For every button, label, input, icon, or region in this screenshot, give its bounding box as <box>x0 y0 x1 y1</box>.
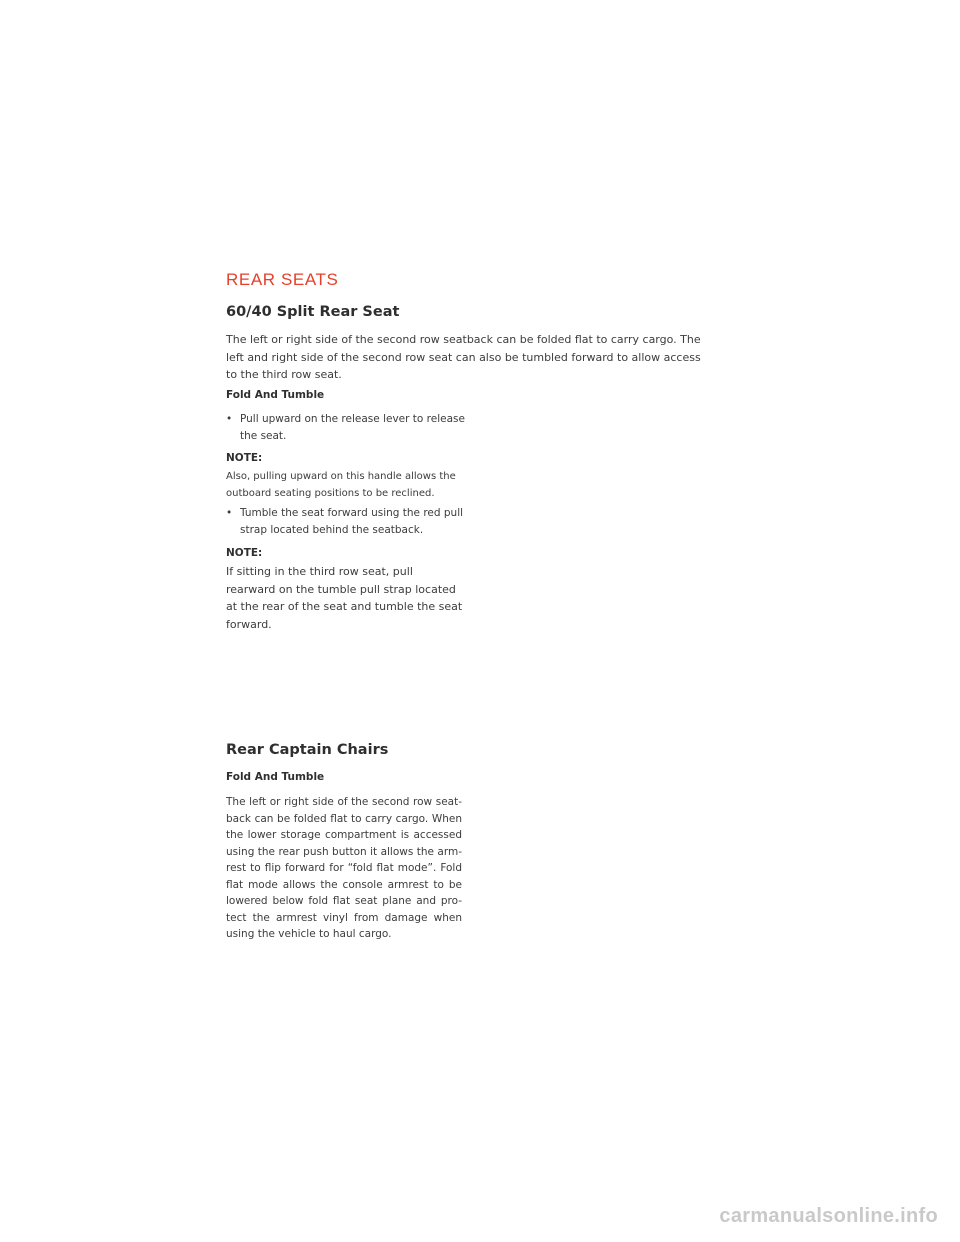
bullet-dot: • <box>226 507 233 519</box>
bullet-text: Tumble the seat forward using the red pull strap located behind the seatback. <box>240 507 464 536</box>
bullet-tumble-seat <box>226 505 476 539</box>
split-seat-heading: 60/40 Split Rear Seat <box>226 304 400 320</box>
captain-chairs-text: The left or right side of the second row seat-back can be folded flat to carry cargo. When the lower storage compartment is accessed using the rear push button it allows the arm-rest to flip forward for “fold flat mode”. Fold flat mode allows the console armrest to be lowered below fold flat seat plane and pro-tect the armrest vinyl from damage when using the vehicle to haul cargo. <box>226 796 462 940</box>
split-fold-label: Fold And Tumble <box>226 389 325 401</box>
note1-label: NOTE: <box>226 452 263 464</box>
captain-chairs-heading: Rear Captain Chairs <box>226 742 389 758</box>
captain-fold-label: Fold And Tumble <box>226 771 325 783</box>
bullet-dot: • <box>226 413 233 425</box>
site-watermark: carmanualsonline.info <box>719 1205 938 1227</box>
note2-label: NOTE: <box>226 547 263 559</box>
note2-text: If sitting in the third row seat, pull rearward on the tumble pull strap located at the rear of the seat and tumble the seat forward. <box>226 565 463 631</box>
bullet-release-lever <box>226 411 476 445</box>
split-seat-intro: The left or right side of the second row seatback can be folded flat to carry cargo. The left and right side of the second row seat can also be tumbled forward to allow access to the third row seat. <box>226 333 701 381</box>
note1-text: Also, pulling upward on this handle allows the outboard seating positions to be reclined. <box>226 471 456 499</box>
bullet-text: Pull upward on the release lever to release the seat. <box>240 413 465 442</box>
section-title: REAR SEATS <box>226 270 339 289</box>
